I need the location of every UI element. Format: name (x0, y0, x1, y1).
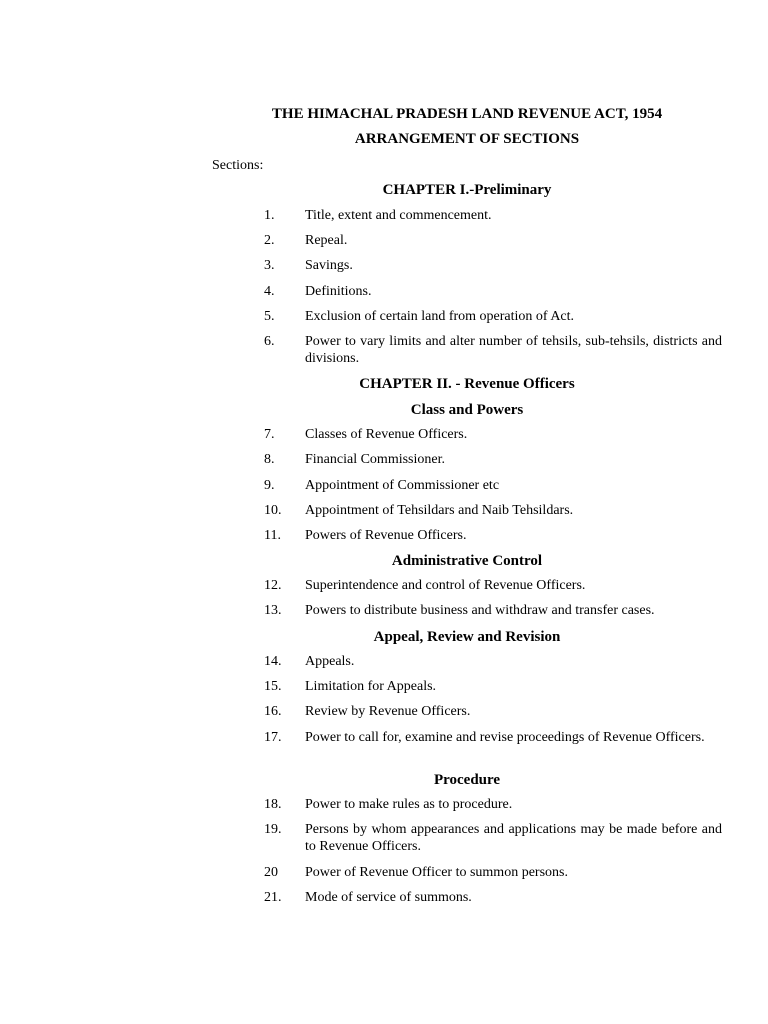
section-title: Powers of Revenue Officers. (305, 528, 467, 543)
section-number: 8. (264, 452, 275, 467)
section-title: Appointment of Commissioner etc (305, 478, 500, 493)
section-number: 13. (264, 603, 282, 618)
section-number: 14. (264, 654, 282, 669)
section-number: 3. (264, 258, 275, 273)
section-title: Exclusion of certain land from operation of Act. (305, 309, 575, 324)
section-title: Title, extent and commencement. (305, 208, 492, 223)
section-title: Repeal. (305, 233, 348, 248)
section-heading: Appeal, Review and Revision (373, 629, 561, 645)
section-number: 21. (264, 890, 282, 905)
section-title: Financial Commissioner. (305, 452, 445, 467)
section-heading: CHAPTER I.-Preliminary (382, 182, 552, 198)
section-title: Power to call for, examine and revise proceedings of Revenue Officers. (305, 730, 705, 745)
section-number: 17. (264, 730, 282, 745)
section-heading: Procedure (433, 772, 501, 788)
section-title: Powers to distribute business and withdraw and transfer cases. (305, 603, 655, 618)
section-title: Power of Revenue Officer to summon persons. (305, 865, 568, 880)
section-heading: CHAPTER II. - Revenue Officers (359, 376, 575, 392)
section-title: Mode of service of summons. (305, 890, 472, 905)
section-title: Review by Revenue Officers. (305, 704, 471, 719)
section-title: Classes of Revenue Officers. (305, 427, 468, 442)
section-number: 16. (264, 704, 282, 719)
section-number: 6. (264, 334, 275, 349)
section-number: 11. (264, 528, 281, 543)
section-number: 4. (264, 284, 275, 299)
document-title: THE HIMACHAL PRADESH LAND REVENUE ACT, 1954 (271, 106, 663, 122)
section-number: 5. (264, 309, 275, 324)
sections-label: Sections: (212, 158, 264, 173)
section-number: 15. (264, 679, 282, 694)
section-title: Limitation for Appeals. (305, 679, 437, 694)
section-number: 9. (264, 478, 275, 493)
section-title: Appointment of Tehsildars and Naib Tehsildars. (305, 503, 574, 518)
section-number: 18. (264, 797, 282, 812)
document-subtitle: ARRANGEMENT OF SECTIONS (354, 131, 580, 147)
section-number: 10. (264, 503, 282, 518)
section-number: 7. (264, 427, 275, 442)
section-title: Power to make rules as to procedure. (305, 797, 513, 812)
section-heading: Class and Powers (410, 402, 524, 418)
section-number: 19. (264, 822, 282, 837)
section-number: 12. (264, 578, 282, 593)
section-heading: Administrative Control (391, 553, 543, 569)
section-title: Persons by whom appearances and applications may be made before and to Revenue Officers. (305, 822, 722, 854)
section-number: 20 (264, 865, 278, 880)
section-title: Power to vary limits and alter number of tehsils, sub-tehsils, districts and divisions. (305, 334, 722, 366)
section-title: Savings. (305, 258, 353, 273)
section-title: Appeals. (305, 654, 355, 669)
section-title: Superintendence and control of Revenue Officers. (305, 578, 586, 593)
section-number: 2. (264, 233, 275, 248)
section-title: Definitions. (305, 284, 372, 299)
section-number: 1. (264, 208, 275, 223)
